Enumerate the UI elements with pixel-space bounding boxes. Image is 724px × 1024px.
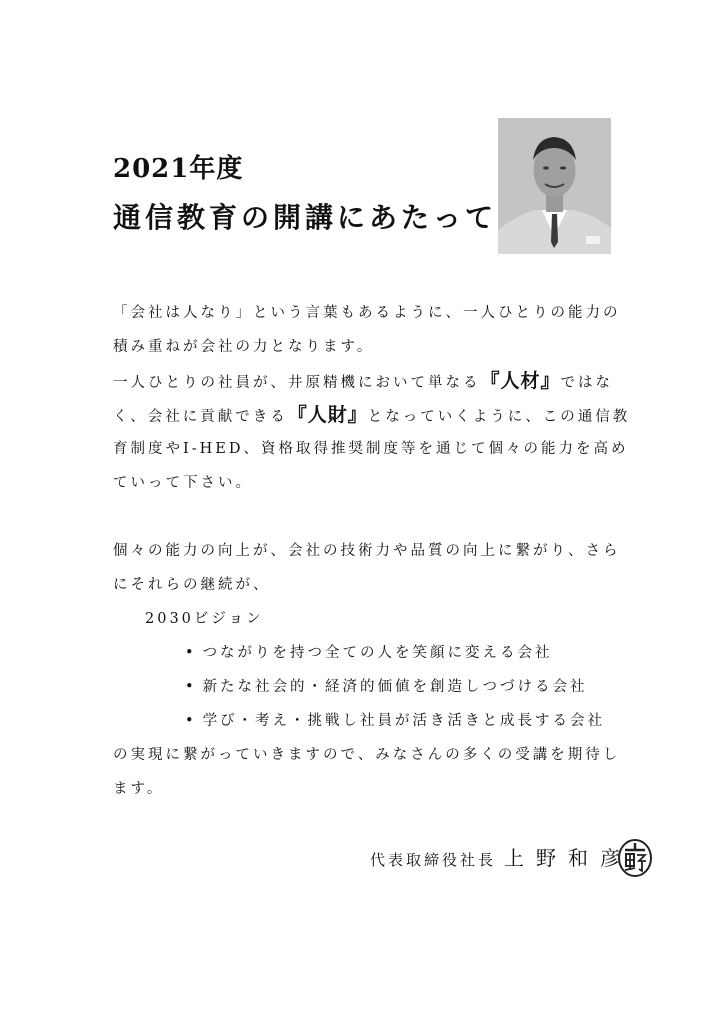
emphasis-jinzai-material: 『人材』 — [480, 370, 561, 392]
paragraph-line: ます。 — [113, 781, 165, 797]
signature-role: 代表取締役社長 — [370, 851, 497, 869]
paragraph-line: 「会社は人なり」という言葉もあるように、一人ひとりの能力の — [113, 305, 621, 321]
signature — [370, 842, 632, 871]
paragraph-line: 個々の能力の向上が、会社の技術力や品質の向上に繋がり、さら — [113, 543, 621, 559]
portrait-illustration — [498, 118, 611, 254]
paragraph-line: ていって下さい。 — [113, 475, 253, 491]
paragraph-line — [113, 398, 631, 432]
emphasis-jinzai-asset: 『人財』 — [287, 404, 368, 426]
text-segment: 一人ひとりの社員が、井原精機において単なる — [113, 375, 481, 391]
vision-bullet: • つながりを持つ全ての人を笑顔に変える会社 — [113, 636, 613, 670]
paragraph-line: 積み重ねが会社の力となります。 — [113, 339, 375, 355]
paragraph-line: にそれらの継続が、 — [113, 577, 271, 593]
paragraph-line: 育制度やI-HED、資格取得推奨制度等を通じて個々の能力を高め — [113, 441, 629, 457]
paragraph-line — [113, 364, 613, 398]
vision-heading: 2030ビジョン — [145, 611, 264, 627]
title-block — [113, 152, 497, 240]
text-segment: ではな — [560, 375, 614, 391]
signature-name: 上野和彦 — [504, 846, 633, 870]
message-body — [113, 296, 631, 806]
portrait-photo-icon — [498, 118, 611, 254]
vision-bullet: • 学び・考え・挑戦し社員が活き活きと成長する会社 — [113, 704, 613, 738]
title-year: 2021年度 — [113, 154, 244, 184]
vision-bullet: • 新たな社会的・経済的価値を創造しつづける会社 — [113, 670, 613, 704]
text-segment: く、会社に貢献できる — [113, 409, 288, 425]
paragraph-gap — [113, 500, 613, 534]
page-title: 通信教育の開講にあたって — [113, 201, 498, 234]
seal-illustration — [617, 838, 653, 878]
name-seal-icon — [617, 838, 653, 878]
text-segment: となっていくように、この通信教 — [367, 409, 631, 425]
paragraph-line: の実現に繋がっていきますので、みなさんの多くの受講を期待し — [113, 747, 621, 763]
